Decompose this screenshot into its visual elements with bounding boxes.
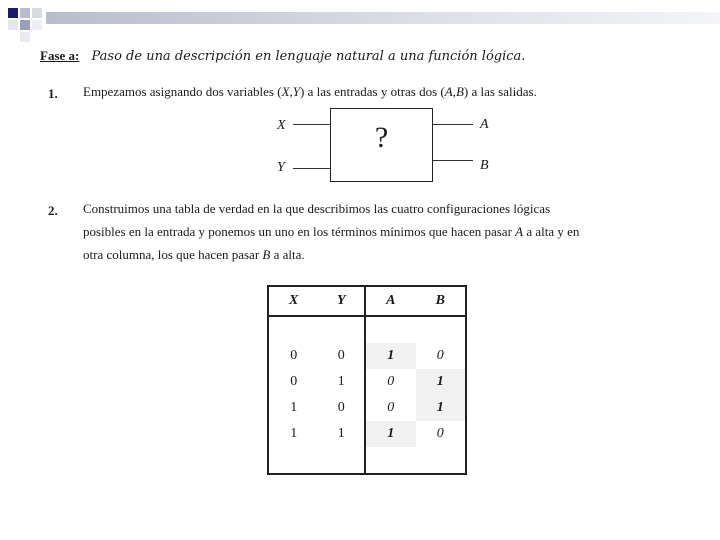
header-a: A <box>365 286 415 316</box>
decor-square-4 <box>20 20 30 30</box>
cell-y: 0 <box>337 400 345 415</box>
input-y-wire <box>293 168 330 169</box>
cell-x: 0 <box>290 348 298 363</box>
step1-vars-in: X,Y <box>281 84 300 99</box>
unknown-function-mark: ? <box>374 121 389 154</box>
cell-a: 1 <box>365 343 415 369</box>
step1-text <box>83 80 683 103</box>
decor-square-7 <box>20 32 30 42</box>
header-rule <box>46 12 720 24</box>
input-y-label: Y <box>277 160 285 175</box>
input-x-label: X <box>277 118 286 133</box>
cell-a: 0 <box>365 369 415 395</box>
cell-x: 1 <box>290 426 298 441</box>
decor-square-3 <box>32 8 42 18</box>
table-row <box>268 369 466 395</box>
step1-vars-out: A,B <box>444 84 464 99</box>
decor-square-1 <box>8 8 18 18</box>
step2-line2-a: posibles en la entrada y ponemos un uno en los términos mínimos que hacen pasar <box>83 224 516 239</box>
decor-square-5 <box>32 20 42 30</box>
table-row <box>268 395 466 421</box>
table-row <box>268 343 466 369</box>
step2-line3-b: a alta. <box>270 247 305 262</box>
input-x-wire <box>293 124 330 125</box>
truth-table-header-row <box>268 286 466 316</box>
step2-number: 2. <box>48 203 58 218</box>
cell-x: 1 <box>290 400 298 415</box>
slide-title <box>40 48 525 64</box>
table-spacer <box>268 316 466 343</box>
decor-square-2 <box>20 8 30 18</box>
output-b-label: B <box>480 158 489 173</box>
cell-b: 0 <box>436 426 444 441</box>
cell-y: 0 <box>337 348 345 363</box>
step2-line-1: Construimos una tabla de verdad en la que describimos las cuatro configuraciones lógicas <box>83 201 551 216</box>
output-a-wire <box>433 124 473 125</box>
step2-line-2 <box>83 220 703 243</box>
cell-x: 0 <box>290 374 298 389</box>
cell-b: 1 <box>416 369 466 395</box>
header-b: B <box>416 286 466 316</box>
fase-text: Paso de una descripción en lenguaje natural a una función lógica. <box>91 49 526 64</box>
step1-number: 1. <box>48 86 58 101</box>
cell-a: 1 <box>365 421 415 447</box>
output-a-label: A <box>480 117 489 132</box>
step1-text-b: ) a las entradas y otras dos ( <box>299 84 445 99</box>
decor-square-6 <box>8 20 18 30</box>
cell-b: 1 <box>416 395 466 421</box>
step2-line2-var: A <box>515 224 524 239</box>
step2-line3-var: B <box>262 247 271 262</box>
header-y: Y <box>318 286 365 316</box>
black-box <box>330 108 433 182</box>
fase-label: Fase a: <box>40 48 80 63</box>
table-spacer <box>268 447 466 474</box>
cell-y: 1 <box>337 426 345 441</box>
step2-line-3 <box>83 243 703 266</box>
cell-b: 0 <box>436 348 444 363</box>
step1-text-a: Empezamos asignando dos variables ( <box>83 84 282 99</box>
cell-a: 0 <box>365 395 415 421</box>
step2-line2-b: a alta y en <box>523 224 580 239</box>
cell-y: 1 <box>337 374 345 389</box>
step1-text-c: ) a las salidas. <box>463 84 537 99</box>
step2-line3-a: otra columna, los que hacen pasar <box>83 247 263 262</box>
header-x: X <box>268 286 318 316</box>
truth-table <box>267 285 467 475</box>
step2-text <box>83 197 703 266</box>
table-row <box>268 421 466 447</box>
output-b-wire <box>433 160 473 161</box>
